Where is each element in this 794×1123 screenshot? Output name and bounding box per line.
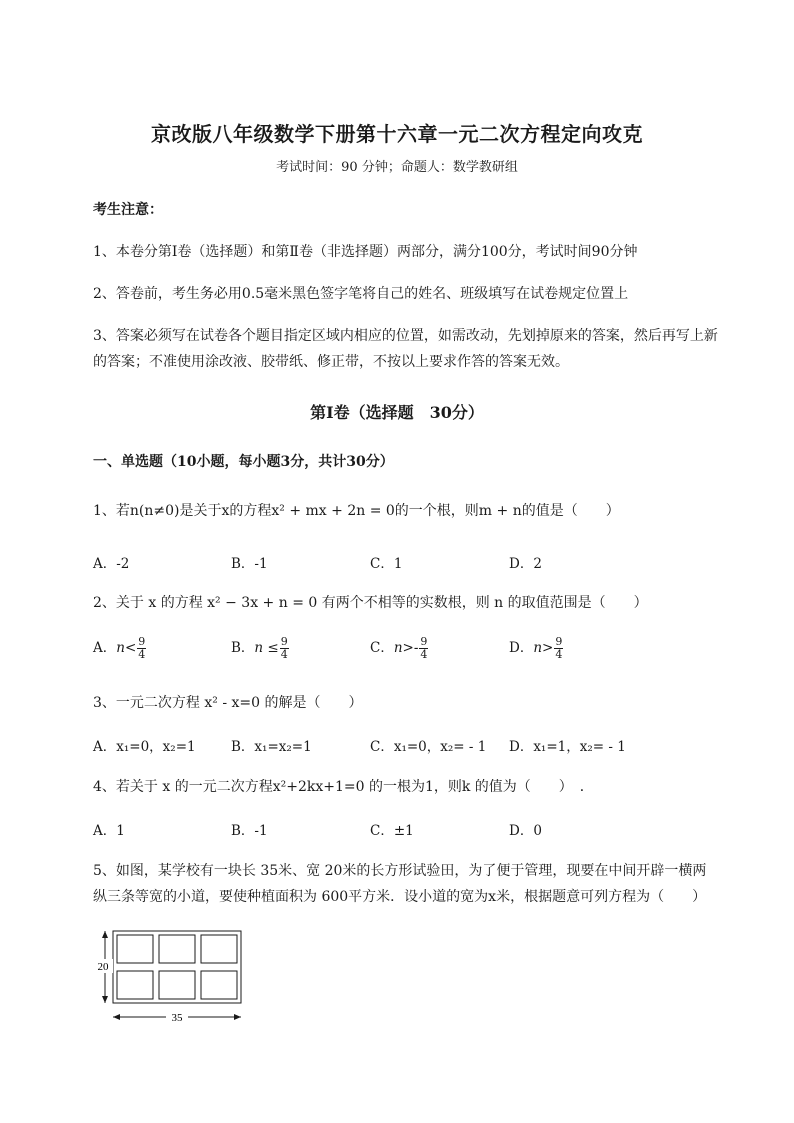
option-label: B． [231, 640, 255, 656]
exam-subtitle: 考试时间：90 分钟；命题人：数学教研组 [276, 160, 518, 175]
question-3-option-a: A．x₁=0，x₂=1 [93, 739, 196, 755]
option-label: D． [509, 640, 534, 656]
question-2-option-b [231, 636, 290, 661]
question-4-option-b: B．-1 [231, 823, 268, 839]
question-4-option-a: A．1 [93, 823, 125, 839]
plot [201, 971, 237, 999]
arrow-left-icon [113, 1014, 120, 1020]
notice-item: 2、答卷前，考生务必用0.5毫米黑色签字笔将自己的姓名、班级填写在试卷规定位置上 [93, 286, 629, 302]
notice-item: 3、答案必须写在试卷各个题目指定区域内相应的位置，如需改动，先划掉原来的答案，然后再写上新 [93, 328, 718, 344]
question-2-option-c [370, 636, 429, 661]
field-outline [113, 931, 241, 1003]
question-5-stem: 5、如图，某学校有一块长 35米、宽 20米的长方形试验田，为了便于管理，现要在中间开辟一横两 [93, 863, 707, 879]
question-2-stem: 2、关于 x 的方程 x² − 3x + n = 0 有两个不相等的实数根，则 n 的取值范围是（ ） [93, 595, 648, 611]
question-1-option-a: A．-2 [93, 556, 130, 572]
question-1-stem: 1、若n(n≠0)是关于x的方程x² + mx + 2n = 0的一个根，则m + n的值是（ ） [93, 503, 620, 519]
arrow-up-icon [102, 931, 108, 938]
question-4-option-c: C．±1 [370, 823, 414, 839]
fraction-denominator: 4 [555, 648, 563, 661]
question-3-stem: 3、一元二次方程 x² - x=0 的解是（ ） [93, 695, 363, 711]
plot [117, 935, 153, 963]
question-1-option-c: C．1 [370, 556, 403, 572]
part-heading: 一、单选题（10小题，每小题3分，共计30分） [93, 454, 394, 470]
fraction [554, 636, 563, 661]
width-label: 35 [171, 1012, 183, 1024]
option-expr: n> [533, 640, 554, 656]
arrow-right-icon [234, 1014, 241, 1020]
question-3-option-c: C．x₁=0，x₂= - 1 [370, 739, 487, 755]
notice-heading: 考生注意： [93, 202, 163, 218]
question-2-option-d [509, 636, 564, 661]
exam-title: 京改版八年级数学下册第十六章一元二次方程定向攻克 [151, 122, 643, 146]
plot [201, 935, 237, 963]
fraction-denominator: 4 [138, 648, 146, 661]
question-4-option-d: D．0 [509, 823, 542, 839]
notice-item: 的答案；不准使用涂改液、胶带纸、修正带，不按以上要求作答的答案无效。 [93, 354, 569, 370]
plot [159, 971, 195, 999]
fraction [419, 636, 428, 661]
question-3-option-d: D．x₁=1，x₂= - 1 [509, 739, 626, 755]
notice-item: 1、本卷分第Ⅰ卷（选择题）和第Ⅱ卷（非选择题）两部分，满分100分，考试时间90分钟 [93, 244, 638, 260]
fraction-numerator: 9 [138, 635, 146, 648]
fraction-numerator: 9 [555, 635, 563, 648]
plot [117, 971, 153, 999]
question-1-option-b: B．-1 [231, 556, 268, 572]
fraction-denominator: 4 [280, 648, 288, 661]
option-label: A． [93, 640, 117, 656]
option-expr: n ≤ [254, 640, 279, 656]
option-expr: n< [116, 640, 137, 656]
arrow-down-icon [102, 996, 108, 1003]
question-1-option-d: D．2 [509, 556, 542, 572]
question-4-stem: 4、若关于 x 的一元二次方程x²+2kx+1=0 的一根为1，则k 的值为（ ） ． [93, 779, 594, 795]
fraction-numerator: 9 [280, 635, 288, 648]
field-diagram [93, 925, 253, 1025]
field-plots [117, 935, 237, 999]
question-3-option-b: B．x₁=x₂=1 [231, 739, 312, 755]
fraction-denominator: 4 [420, 648, 428, 661]
fraction [280, 636, 289, 661]
fraction [137, 636, 146, 661]
fraction-numerator: 9 [420, 635, 428, 648]
question-2-option-a [93, 636, 147, 661]
option-label: C． [370, 640, 394, 656]
section-title: 第Ⅰ卷（选择题 30分） [310, 403, 484, 422]
plot [159, 935, 195, 963]
height-label: 20 [97, 961, 109, 973]
question-5-stem: 纵三条等宽的小道，要使种植面积为 600平方米．设小道的宽为x米，根据题意可列方程为（ ） [93, 889, 707, 905]
option-expr: n>- [393, 640, 419, 656]
